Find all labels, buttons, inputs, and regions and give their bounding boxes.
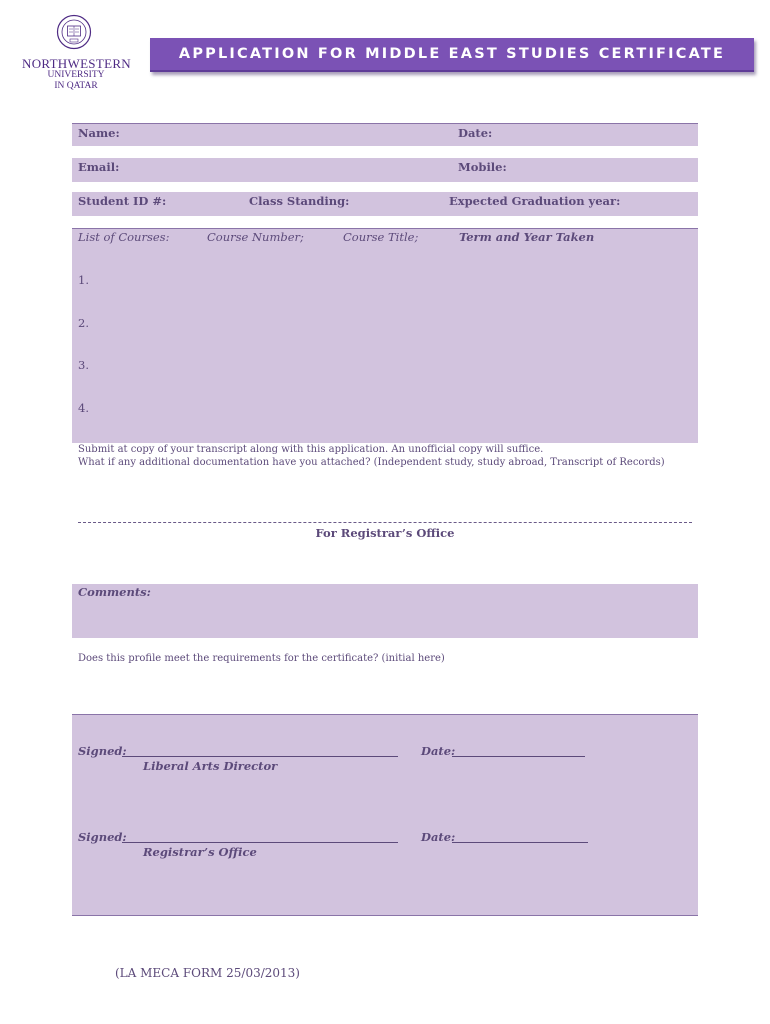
email-label: Email:	[78, 160, 120, 174]
university-seal-icon	[56, 14, 92, 50]
name-date-band[interactable]	[72, 124, 698, 146]
courses-header-term: Term and Year Taken	[459, 230, 595, 244]
signed-label-2: Signed:	[78, 830, 127, 844]
divider	[78, 522, 692, 523]
logo-name: NORTHWESTERN	[22, 56, 131, 71]
documentation-note: What if any additional documentation have you attached? (Independent study, study abroad, Transcript of Records)	[78, 457, 665, 468]
signature-band[interactable]	[72, 715, 698, 915]
date-label: Date:	[458, 126, 493, 140]
form-footer: (LA MECA FORM 25/03/2013)	[115, 966, 300, 980]
logo-line-university: UNIVERSITY	[47, 70, 105, 80]
class-standing-label: Class Standing:	[249, 194, 350, 208]
signed-label-1: Signed:	[78, 744, 127, 758]
signature-line-1[interactable]	[122, 756, 398, 757]
transcript-note: Submit at copy of your transcript along with this application. An unofficial copy will suffice.	[78, 444, 544, 455]
course-row-1: 1.	[78, 273, 89, 287]
course-row-3: 3.	[78, 358, 89, 372]
date-label-1: Date:	[421, 744, 456, 758]
courses-header-number: Course Number;	[207, 230, 304, 244]
name-label: Name:	[78, 126, 120, 140]
email-mobile-band[interactable]	[72, 158, 698, 182]
comments-label: Comments:	[78, 585, 151, 599]
date-label-2: Date:	[421, 830, 456, 844]
date-line-2[interactable]	[452, 842, 588, 843]
expected-graduation-label: Expected Graduation year:	[449, 194, 621, 208]
logo-line-qatar: IN QATAR	[54, 81, 98, 91]
course-row-4: 4.	[78, 401, 89, 415]
courses-band[interactable]	[72, 229, 698, 443]
mobile-label: Mobile:	[458, 160, 507, 174]
role-label-2: Registrar’s Office	[143, 845, 257, 859]
courses-header-title: Course Title;	[343, 230, 419, 244]
date-line-1[interactable]	[452, 756, 585, 757]
comments-field[interactable]	[72, 584, 698, 638]
student-id-label: Student ID #:	[78, 194, 167, 208]
registrar-heading: For Registrar’s Office	[315, 526, 455, 540]
role-label-1: Liberal Arts Director	[143, 759, 278, 773]
signature-line-2[interactable]	[122, 842, 398, 843]
course-row-2: 2.	[78, 316, 89, 330]
page-title: APPLICATION FOR MIDDLE EAST STUDIES CERTIFICATE	[178, 46, 726, 62]
requirements-question: Does this profile meet the requirements for the certificate? (initial here)	[78, 653, 445, 664]
courses-header-list: List of Courses:	[78, 230, 170, 244]
